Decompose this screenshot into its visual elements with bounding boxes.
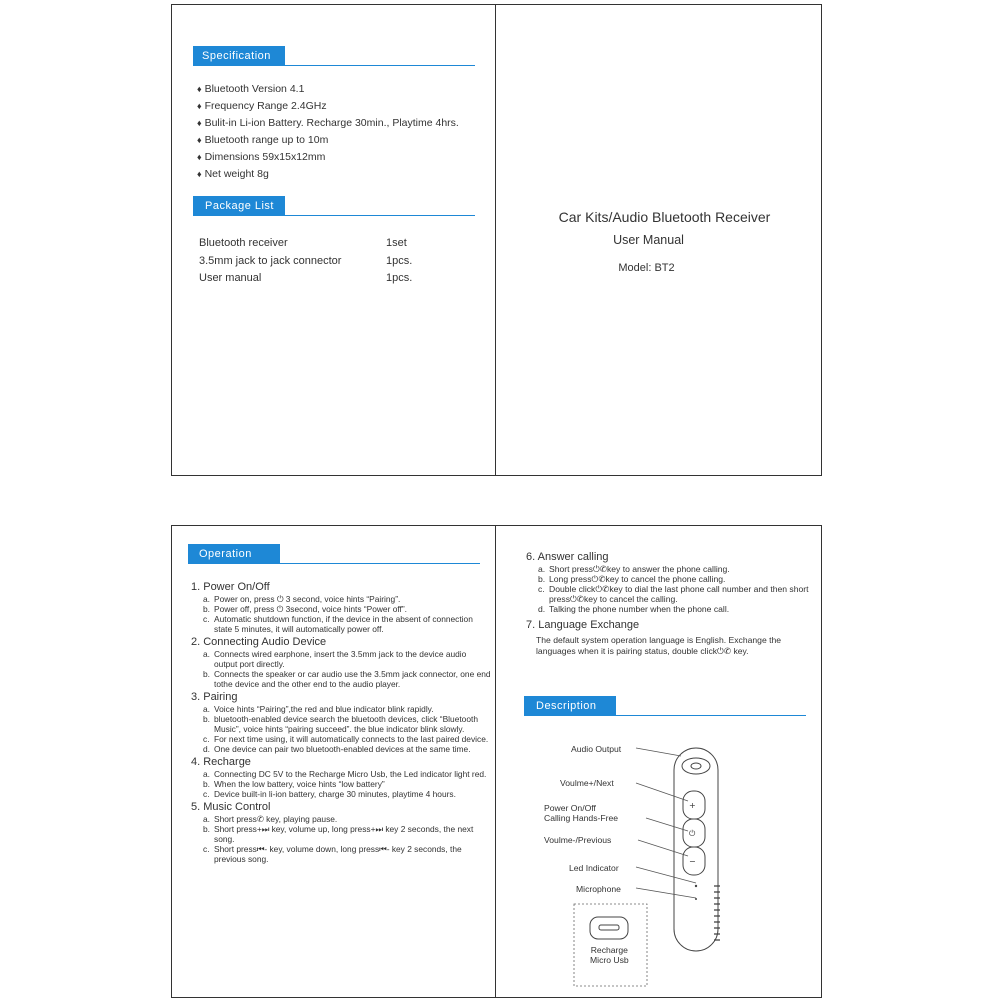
section-gap xyxy=(191,864,491,865)
step-text: Connects wired earphone, insert the 3.5mm jack to the device audio output port directly. xyxy=(214,649,467,669)
operation-step xyxy=(191,669,491,689)
spec-item: ♦ Bluetooth range up to 10m xyxy=(197,132,459,149)
device-illustration xyxy=(496,736,821,996)
step-text: Short press⏮- key, volume down, long press⏮- key 2 seconds, the previous song. xyxy=(214,844,462,864)
step-text: bluetooth-enabled device search the bluetooth devices, click “Bluetooth Music”, voice hints “pairing succeed”. the blue indicator blink slowly. xyxy=(214,714,478,734)
device-diagram xyxy=(496,736,821,996)
step-letter: d. xyxy=(203,744,210,754)
step-text: For next time using, it will automatically connects to the last paired device. xyxy=(214,734,489,744)
package-row xyxy=(199,253,412,271)
language-exchange-text: The default system operation language is English. Exchange the languages when it is pairing status, double click⏻✆ key. xyxy=(536,635,782,656)
operation-header xyxy=(188,544,480,564)
package-list xyxy=(199,235,412,288)
package-header xyxy=(193,196,475,216)
label-volume-prev: Voulme-/Previous xyxy=(544,835,612,845)
step-text: Connects the speaker or car audio use the 3.5mm jack connector, one end tothe device and the other end to the audio player. xyxy=(214,669,491,689)
package-tag: Package List xyxy=(193,196,285,216)
step-text: Long press⏻✆key to cancel the phone calling. xyxy=(549,574,726,584)
description-tag: Description xyxy=(524,696,616,716)
operation-section-title: 4. Recharge xyxy=(191,756,251,768)
step-letter: a. xyxy=(203,649,210,659)
step-letter: c. xyxy=(203,789,210,799)
description-page xyxy=(495,525,822,998)
calling-step xyxy=(526,564,816,574)
step-text: Power on, press ⏻ 3 second, voice hints “Pairing”. xyxy=(214,594,401,604)
cover-model: Model: BT2 xyxy=(618,262,675,274)
step-text: Short press✆ key, playing pause. xyxy=(214,814,338,824)
step-letter: c. xyxy=(538,584,545,594)
calling-step xyxy=(526,574,816,584)
spec-item: ♦ Bluetooth Version 4.1 xyxy=(197,81,459,98)
operation-step xyxy=(191,814,491,824)
operation-step xyxy=(191,714,491,734)
step-text: Power off, press ⏻ 3second, voice hints “Power off”. xyxy=(214,604,407,614)
operation-step xyxy=(191,789,491,799)
label-recharge-line1: Recharge xyxy=(590,945,628,955)
svg-text:+: + xyxy=(689,801,696,810)
package-item-name: User manual xyxy=(199,272,262,284)
package-rule xyxy=(193,215,475,217)
step-letter: b. xyxy=(203,714,210,724)
specification-header xyxy=(193,46,475,66)
calling-step xyxy=(526,584,816,604)
package-row xyxy=(199,235,412,253)
package-item-qty: 1set xyxy=(386,237,407,249)
operation-section-title: 5. Music Control xyxy=(191,801,271,813)
operation-step xyxy=(191,614,491,634)
step-letter: a. xyxy=(203,814,210,824)
label-power xyxy=(544,803,618,823)
operation-page xyxy=(171,525,497,998)
label-audio-output: Audio Output xyxy=(571,744,622,754)
step-letter: b. xyxy=(538,574,546,584)
step-text: Short press⏻✆key to answer the phone calling. xyxy=(549,564,730,574)
svg-text:⏻: ⏻ xyxy=(689,829,696,838)
operation-tag: Operation xyxy=(188,544,280,564)
operation-step xyxy=(191,769,491,779)
section-gap xyxy=(191,754,491,755)
step-letter: a. xyxy=(203,594,210,604)
package-item-qty: 1pcs. xyxy=(386,272,413,284)
step-text: When the low battery, voice hints “low battery” xyxy=(214,779,385,789)
operation-step xyxy=(191,844,491,864)
operation-content xyxy=(191,580,491,865)
step-text: Talking the phone number when the phone call. xyxy=(549,604,730,614)
calling-content xyxy=(526,550,816,656)
cover-page xyxy=(495,4,822,476)
calling-step xyxy=(526,604,816,614)
step-letter: a. xyxy=(203,769,210,779)
section-gap xyxy=(191,799,491,800)
cover-subtitle: User Manual xyxy=(613,233,684,247)
spec-item: ♦ Net weight 8g xyxy=(197,166,459,183)
step-letter: a. xyxy=(203,704,210,714)
section-gap xyxy=(191,689,491,690)
step-text: Device built-in li-ion battery, charge 30 minutes, playtime 4 hours. xyxy=(214,789,456,799)
spec-item: ♦ Frequency Range 2.4GHz xyxy=(197,98,459,115)
operation-rule xyxy=(188,563,480,565)
package-item-qty: 1pcs. xyxy=(386,254,413,267)
step-letter: b. xyxy=(203,604,210,614)
label-recharge-line2: Micro Usb xyxy=(590,955,629,965)
step-letter: b. xyxy=(203,669,210,679)
label-recharge xyxy=(590,945,629,965)
step-text: Double click⏻✆key to dial the last phone call number and then short press⏻✆key to cancel the calling. xyxy=(549,584,809,604)
operation-step xyxy=(191,779,491,789)
description-header xyxy=(524,696,806,716)
svg-text:−: − xyxy=(689,857,696,866)
description-rule xyxy=(524,715,806,717)
operation-step xyxy=(191,594,491,604)
package-row xyxy=(199,270,412,288)
step-letter: b. xyxy=(203,824,210,834)
specification-tag: Specification xyxy=(193,46,285,66)
step-letter: c. xyxy=(203,614,210,624)
step-letter: d. xyxy=(538,604,546,614)
section-gap xyxy=(191,634,491,635)
specification-rule xyxy=(193,65,475,67)
step-text: Automatic shutdown function, if the device in the absent of connection state 5 minutes, it will automatically power off. xyxy=(214,614,473,634)
operation-step xyxy=(191,604,491,614)
language-exchange-title: 7. Language Exchange xyxy=(526,619,640,631)
label-power-text: Power On/Off xyxy=(544,803,596,813)
operation-step xyxy=(191,744,491,754)
step-text: Short press+⏭ key, volume up, long press+⏭ key 2 seconds, the next song. xyxy=(214,824,474,844)
spec-page xyxy=(171,4,497,476)
operation-section-title: 1. Power On/Off xyxy=(191,581,270,593)
step-text: One device can pair two bluetooth-enabled devices at the same time. xyxy=(214,744,471,754)
operation-step xyxy=(191,824,491,844)
label-led: Led Indicator xyxy=(569,863,619,873)
step-text: Connecting DC 5V to the Recharge Micro Usb, the Led indicator light red. xyxy=(214,769,487,779)
label-hands-free: Calling Hands-Free xyxy=(544,813,619,823)
operation-section-title: 2. Connecting Audio Device xyxy=(191,636,327,648)
operation-step xyxy=(191,734,491,744)
label-microphone: Microphone xyxy=(576,884,621,894)
step-letter: b. xyxy=(203,779,210,789)
step-letter: c. xyxy=(203,734,210,744)
cover-title: Car Kits/Audio Bluetooth Receiver xyxy=(558,209,771,225)
specification-list xyxy=(197,81,459,183)
step-letter: c. xyxy=(203,844,210,854)
operation-step xyxy=(191,649,491,669)
package-item-name: 3.5mm jack to jack connector xyxy=(199,254,342,267)
step-letter: a. xyxy=(538,564,546,574)
spec-item: ♦ Bulit-in Li-ion Battery. Recharge 30min., Playtime 4hrs. xyxy=(197,115,459,132)
step-text: Voice hints “Pairing”,the red and blue indicator blink rapidly. xyxy=(214,704,434,714)
package-item-name: Bluetooth receiver xyxy=(199,237,288,249)
operation-section-title: 3. Pairing xyxy=(191,691,238,703)
operation-step xyxy=(191,704,491,714)
label-volume-next: Voulme+/Next xyxy=(560,778,614,788)
answer-calling-title: 6. Answer calling xyxy=(526,551,609,563)
spec-item: ♦ Dimensions 59x15x12mm xyxy=(197,149,459,166)
